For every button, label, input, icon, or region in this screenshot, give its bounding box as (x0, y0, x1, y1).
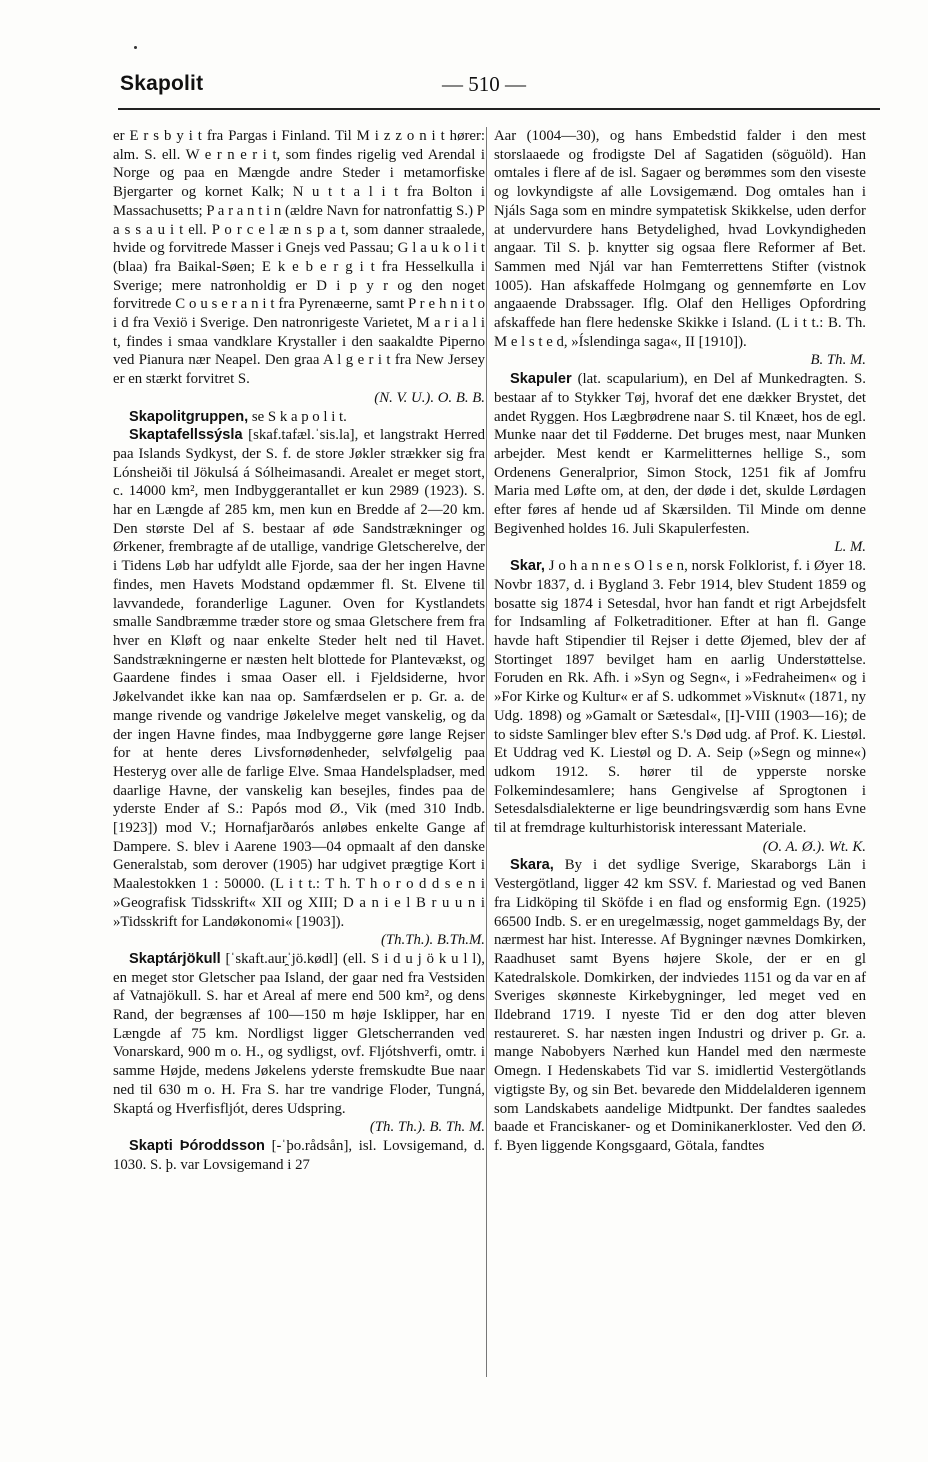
entry-signature: (Th. Th.). B. Th. M. (369, 1119, 485, 1136)
entry-text: By i det sydlige Sverige, Skaraborgs Län i Vestergötland, ligger 42 km SSV. f. Mariestad og ved Banen fra Lidköping til Sköfde i en flad og ensformig Egn. (1925) 66500 Indb. S. er en uregelmæssig, noget gammeldags By, der nærmest har hist. Interesse. Af Bygninger nævnes Domkirken, Raadhuset samt Byens højere Skole, der er en gl Katedralskole. Domkirken, der indviedes 1151 og da var en af Sveriges skønneste Kirkebygninger, led meget ved en Ildebrand 1719. I nyeste Tid er den dog atter bleven restaureret. S. har næsten ingen Industri og driver p. Gr. a. mange Nabobyers Nærhed kun Handel med den nærmeste Omegn. I Hedenskabets Tid var S. imidlertid Vestergötlands vigtigste By, og sin Bet. bevarede den Middelalderen igennem som Landskabets aandelige Midtpunkt. Der fandtes saaledes baade et Franciskaner- og et Dominikanerkloster. Ved den Ø. f. Byen liggende Kongsgaard, Götala, fandtes (494, 857, 867, 1154)
right-column (494, 127, 866, 1156)
entry-text: (lat. scapularium), en Del af Munkedragten. S. bestaar af to Stykker Tøj, hvoraf det ene dækker Brystet, det andet Ryggen. Hos Lægbrødrene naar S. til Knæet, hos de egl. Munke naar det til Fødderne. Det bruges mest, naar Munken arbejder. Mest kendt er Karmelitternes hellige S., som Ordenens Generalprior, Simon Stock, 1251 fik af Jomfru Maria med Løfte om, at den, der døde i det, skulde Lørdagen efter føres af hende ud af Skærsilden. Til Minde om denne Begivenhed holdes 16. Juli Skapulerfesten. (494, 371, 867, 537)
entry-headword: Skaptafellssýsla (129, 427, 243, 444)
entry-headword: Skara, (510, 857, 554, 874)
entry-text: [ˈskaft.aur̯ˈjö.kødl] (ell. S i d u j ö k u l l), en meget stor Gletscher paa Island, der gaar ned fra Vestsiden af Vatnajökull. S. har et Areal af mere end 500 km², og dens Rand, der begrænses af 100—150 m høje Isklipper, har en Længde af 75 km. Nordligst ligger Gletscherranden ved Vonarskard, 900 m o. H., og sydligst, ovf. Fljótshverfi, omtr. i samme Højde, medens Jøkelens yderste fremskudte Bue naar ned til 630 m o. H. Fra S. har tre vandrige Floder, Tungná, Skaptá og Hverfisfljót, deres Udspring. (113, 950, 485, 1117)
entry-headword: Skapuler (510, 371, 572, 388)
entry-skaptarjokull (113, 950, 485, 1137)
running-head-title: Skapolit (120, 72, 204, 95)
entry-continuation (113, 127, 485, 408)
column-divider (486, 127, 487, 1377)
entry-signature: B. Th. M. (810, 352, 866, 369)
entry-headword: Skaptárjökull (129, 950, 221, 967)
left-column (113, 127, 485, 1174)
entry-skapuler (494, 370, 866, 557)
page-number: — 510 — (442, 72, 526, 96)
entry-skapolitgruppen (113, 408, 485, 427)
entry-signature: (N. V. U.). O. B. B. (374, 389, 485, 406)
entry-text: J o h a n n e s O l s e n, norsk Folklorist, f. i Øyer 18. Novbr 1837, d. i Bygland 3. Febr 1914, blev Student 1859 og bosatte sig 1874 i Setesdal, hvor han fandt et rigt Arbejdsfelt for Indsamling af Folketraditioner. Efter at han fl. Gange havde haft Stipendier til Rejser i dette Øjemed, blev der af Stortinget 1897 bevilget ham en aarlig Understøttelse. Foruden en Rk. Afh. i »Syn og Segn«, i »Fedraheimen« og i »For Kirke og Kultur« er af S. udkommet »Visknut« (1871, ny Udg. 1898) og »Gamalt or Sætesdal«, [I]-VIII (1903—16); de to sidste Samlinger blev efter S.'s Død udg. af Prof. K. Liestøl. Et Uddrag ved K. Liestøl og D. A. Seip (»Segn og minne«) udkom 1912. S. hører til de ypperste norske Folkemindesamlere; hans Gengivelse af Sprogtonen i Setesdalsdialekterne er lige beundringsværdig som hans Evne til at fremdrage kulturhistorisk interessant Materiale. (494, 558, 866, 837)
entry-signature: L. M. (834, 539, 866, 556)
entry-skaptafellssysla (113, 426, 485, 950)
entry-text: [skaf.tafæl.ˈsis.la], et langstrakt Herred paa Islands Sydkyst, der S. f. de store Jøkler strækker sig fra Lónsheiði til Jökulsá á Sólheimasandi. Arealet er meget stort, c. 14000 km², men Indbyggerantallet er kun 2989 (1923). S. har en Længde af 285 km, men kun en Bredde af 2—20 km. Den største Del af S. bestaar af øde Sandstrækninger og Ørkener, frembragte af de utallige, vandrige Gletscherelve, der i Tidens Løb har udfyldt alle Fjorde, saa der her ingen Havne findes, men Havets Modstand opdæmmer fl. St. Elvene til lavvandede, foranderlige Laguner. Oven for Kystlandets smalle Sandbræmme træder store og smaa Gletschere frem fra hver en Kløft og naar enkelte Steder helt ned til Havet. Sandstrækningerne er næsten helt blottede for Plantevækst, og Gaardene findes i smaa Oaser ell. i Fjeldsiderne, hvor Jøkelvandet ikke kan naa op. Samfærdselen er p. Gr. a. de mange rivende og vandrige Jøkelelve meget vanskelig, og da der ingen Havne findes, maa Indbyggerne gøre lange Rejser for at hente deres Livsfornødenheder, selvfølgelig paa Hesteryg over alle de farlige Elve. Smaa Handelspladser, med daarlige Havne, der vanskelig kan besejles, findes paa de yderste Ender af S.: Papós mod Ø., Vik (med 310 Indb. [1923]) mod V.; Hornafjarðarós anløbes enkelte Gange af Dampere. S. blev i Aarene 1903—04 opmaalt af den danske Generalstab, som derover (1905) har udgivet prægtige Kort i Maalestokken 1 : 50000. (L i t t.: T h. T h o r o d d s e n i »Geografisk Tidsskrift« XII og XIII; D a n i e l B r u u n i »Tidsskrift for Landøkonomi« [1903]). (113, 427, 485, 930)
entry-text: se S k a p o l i t. (251, 408, 347, 425)
entry-text: [-ˈþo.rådsån], isl. Lovsigemand, d. 1030. S. þ. var Lovsigemand i 27 (113, 1137, 485, 1173)
header-rule (118, 108, 880, 110)
entry-skapti-thoroddsson (113, 1137, 485, 1174)
entry-continuation (494, 127, 866, 370)
page-header (112, 66, 872, 106)
entry-skara (494, 856, 866, 1155)
entry-signature: (O. A. Ø.). Wt. K. (762, 838, 866, 855)
entry-skar (494, 557, 866, 856)
entry-text: er E r s b y i t fra Pargas i Finland. Til M i z z o n i t hører: alm. S. ell. W e r n e r i t, som findes rigelig ved Arendal i Norge og paa en Mængde andre Steder i metamorfiske Bjergarter og kornet Kalk; N u t t a l i t fra Bolton i Massachusetts; P a r a n t i n (ældre Navn for natronfattig S.) P a s s a u i t ell. P o r c e l æ n s p a t, som danner straalede, hvide og forvitrede Masser i Gnejs ved Passau; G l a u k o l i t (blaa) fra Baikal-Søen; E k e b e r g i t fra Hesselkulla i Sverige; mere natronholdig er D i p y r og den noget forvitrede C o u s e r a n i t fra Pyrenæerne, samt P r e h n i t o i d fra Vexiö i Sverige. Den natronrigeste Varietet, M a r i a l i t, findes i smaa vandklare Krystaller i den saakaldte Piperno ved Pianura nær Neapel. Den graa A l g e r i t fra New Jersey er en stærkt forvitret S. (113, 128, 485, 388)
page-speck (134, 46, 137, 49)
entry-text: Aar (1004—30), og hans Embedstid falder i den mest storslaaede og frodigste Del af Sagatiden (söguöld). Han omtales i flere af de isl. Sagaer og berømmes som den viseste og lovkyndigste af alle Lovsigemænd. Dog omtales han i Njáls Saga som en mindre sympatetisk Skikkelse, uden derfor at undervurdere hans Betydelighed, hvad Lovkyndigheden angaar. Til S. þ. knytter sig ogsaa flere Reformer af Bet. Sammen med Njál var han Femterrettens Stifter (vistnok 1005). Han afskaffede Holmgang og gennemførte en Lov angaaende Drabssager. Iflg. Olaf den Helliges Opfordring afskaffede han flere hedenske Skikke i Island. (L i t t.: B. Th. M e l s t e d, »Íslendinga saga«, II [1910]). (494, 128, 866, 350)
entry-headword: Skar, (510, 558, 545, 575)
entry-headword: Skapti Þóroddsson (129, 1137, 265, 1154)
entry-signature: (Th.Th.). B.Th.M. (381, 932, 485, 949)
entry-headword: Skapolitgruppen, (129, 408, 249, 425)
